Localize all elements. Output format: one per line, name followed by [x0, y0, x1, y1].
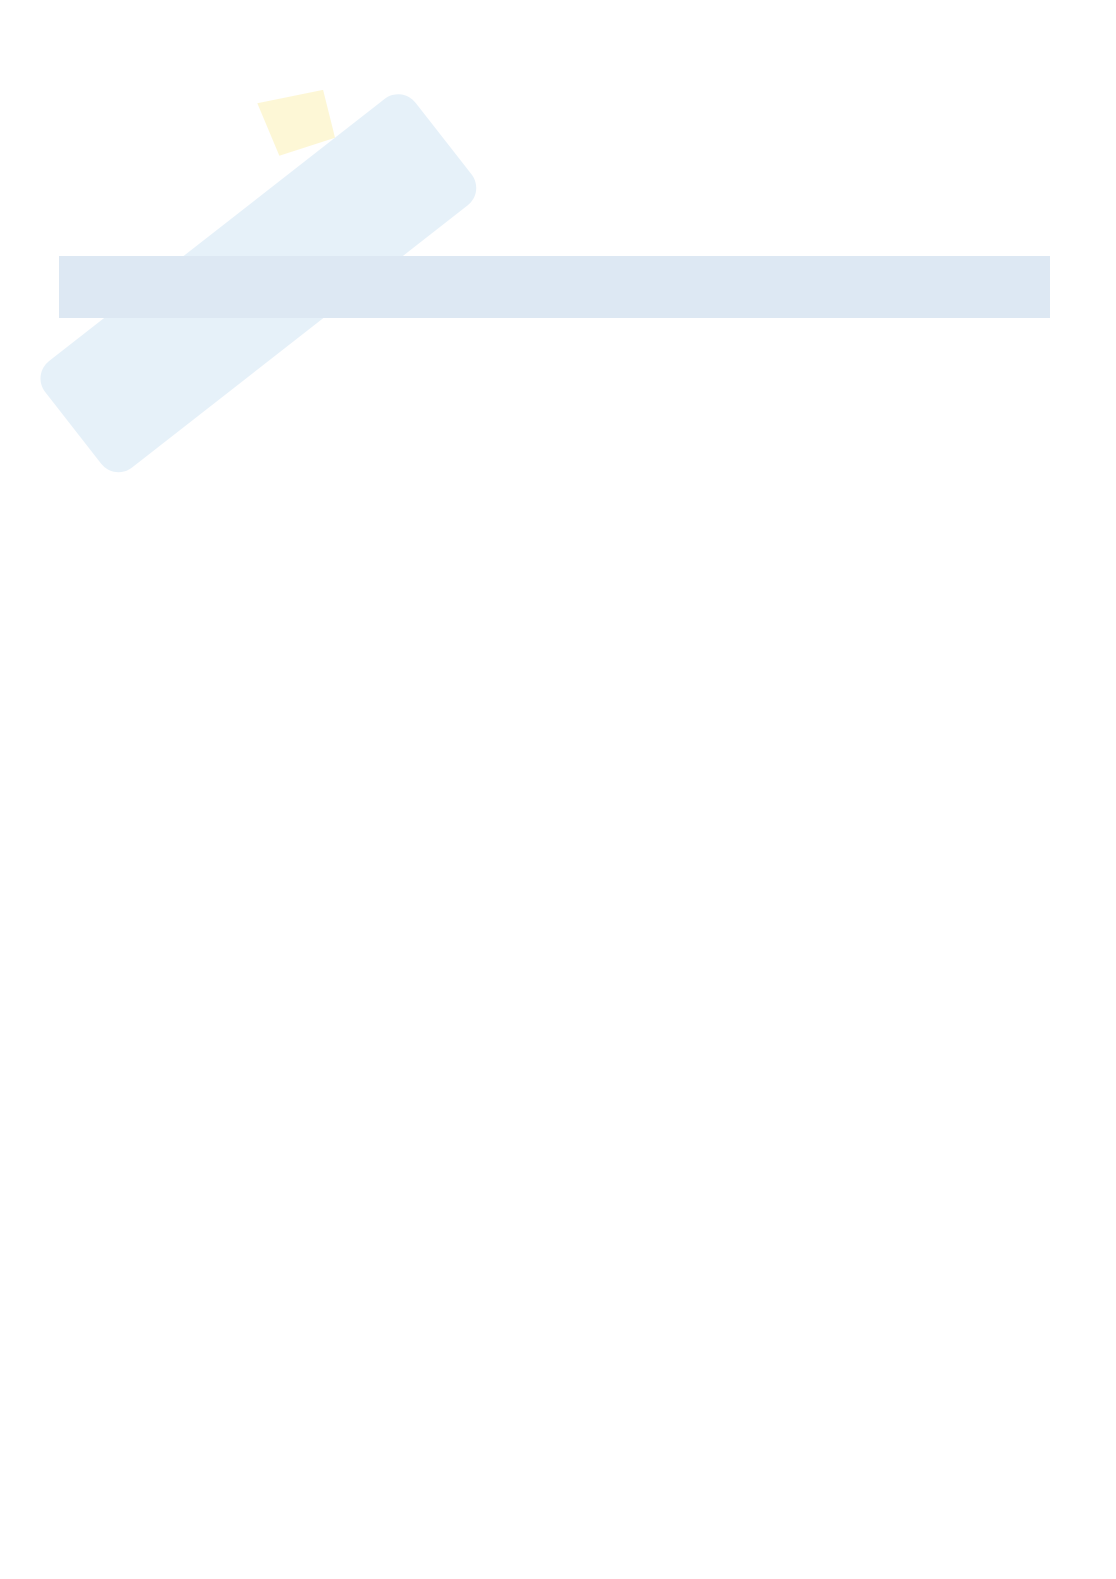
lesson-header — [59, 256, 1050, 318]
